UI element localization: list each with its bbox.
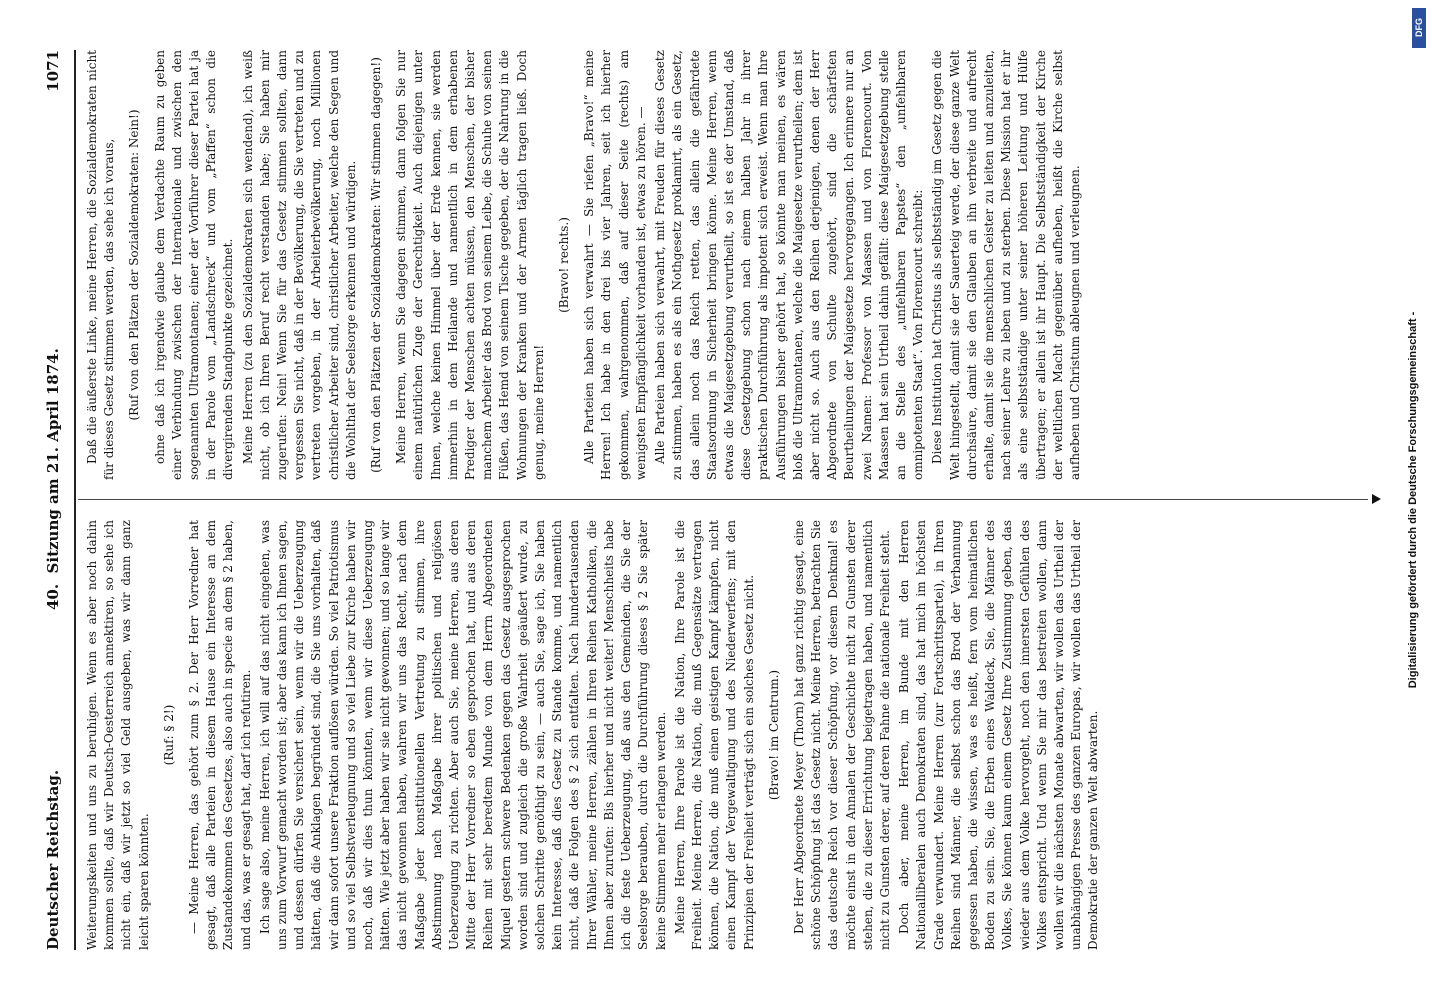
rotated-page-content [36, 50, 1396, 950]
divider-arrow-icon [1372, 494, 1381, 504]
header-session [44, 348, 62, 610]
header-rule [74, 50, 76, 950]
digitization-credit-strip [1406, 0, 1430, 1000]
digitization-credit: Digitalisierung gefördert durch die Deutsche Forschungsgemeinschaft - [1407, 311, 1419, 689]
page-header [36, 50, 72, 950]
dfg-logo-icon: DFG [1412, 8, 1426, 48]
paragraph: ohne daß ich irgendwie glaube dem Verdachte Raum zu geben einer Verbindung zwischen der Internationale und zwischen den sogenannten Ultramontanen; einer der Vorführer dieser Partei hat ja in der Parole vom „Landschreck“ und vom „Pfaffen“ schon die divergirenden Standpunkte gezeichnet. [152, 50, 236, 480]
header-session-number: 40. [44, 583, 62, 610]
header-publication: Deutscher Reichstag. [44, 769, 62, 950]
quotation: Diese Institution hat Christus als selbstständig im Gesetz gegen die Welt hingestellt, damit sie der Sauerteig werde, der diese ganze Welt durchsäure, damit sie den Glauben an ihn verbreite und aufrecht erhalte, damit sie die menschlichen Geister zu leiten und anzuleiten, nach seiner Lehre zu leben und zu sterben. Diese Mission hat er ihr als eine selbstständige unter seiner höheren Leitung und Hülfe übertragen; er allein ist ihr Haupt. Die Selbstständigkeit der Kirche der weltlichen Macht gegenüber aufheben, heißt die Kirche selbst aufheben und Christum ableugnen und verleugnen. [930, 50, 1082, 480]
paragraph: Ich sage also, meine Herren, ich will auf das nicht eingehen, was uns zum Vorwurf gemacht worden ist; aber das kann ich Ihnen sagen, und dessen dürfen Sie versichert sein, wenn wir die Ueberzeugung hätten, daß die Anklagen begründet sind, die Sie uns vorhalten, daß wir dann sofort unsere Fraktion auflösen würden. So viel Patriotismus und so viel Selbstverleugnung und so viel Liebe zur Kirche haben wir noch, daß wir dies thun könnten, wenn wir diese Ueberzeugung hätten. Wie jetzt aber haben wir sie nicht gewonnen; und so lange wir das nicht gewonnen haben, wahren wir uns das Recht, nach dem Maßgabe jeder konstitutionellen Vertretung zu stimmen, ihre Abstimmung nach Maßgabe ihrer politischen und religiösen Ueberzeugung zu richten. Aber auch Sie, meine Herren, aus deren Mitte der Herr Vorredner so eben gesprochen hat, und aus deren Reihen mit sehr beredtem Munde von dem Herrn Abgeordneten Miquel gestern schwere Bedenken gegen das Gesetz ausgesprochen worden sind und zugleich die große Wahrheit geäußert wurde, zu solchen Schritte genöthigt zu sein, — auch Sie, sage ich, Sie haben kein Interesse, daß dies Gesetz zu Stande komme, und namentlich nicht, daß die Folgen des § 2 sich entfalten. Nach hundertausenden Ihrer Wähler, meine Herren, zählen in Ihren Reihen Katholiken, die Ihnen aber zurufen: Bis hierher und nicht weiter! Menschheits habe ich die feste Ueberzeugung, daß aus den Gemeinden, die Sie der Seelsorge berauben, durch die Durchführung dieses § 2 Sie später keine Stimmen mehr erlangen werden. [257, 520, 668, 950]
column-divider [78, 499, 1368, 500]
interjection: (Ruf von den Plätzen der Sozialdemokraten: Wir stimmen dagegen!) [369, 57, 384, 473]
paragraph: Alle Parteien haben sich verwahrt, mit Freuden für dieses Gesetz zu stimmen, haben es als ein Nothgesetz proklamirt, als ein Gesetz, das allein noch das Reich retten, das allein die gefährdete Staatsordnung in Sicherheit bringen könne. Meine Herren, wenn etwas die Maigesetzgebung verurtheilt, so ist es der Umstand, daß diese Gesetzgebung schon nach einem halben Jahr in ihrer praktischen Durchführung als impotent sich erweist. Wenn man Ihre Ausführungen bisher gehört hat, so könnte man meinen, es wären bloß die Ultramontanen, welche die Maigesetze verurtheilen; dem ist aber nicht so. Auch aus den Reihen derjenigen, denen der Herr Abgeordnete von Schulte zugehört, sind die schärfsten Beurtheilungen der Maigesetze hervorgegangen. Ich erinnere nur an zwei Namen: Professor von Maassen und von Florencourt. Von Maassen hat sein Urtheil dahin gefällt: diese Maigesetzgebung stelle an die Stelle des „unfehlbaren Papstes“ den „unfehlbaren omnipotenten Staat“. Von Florencourt schreibt: [653, 50, 926, 480]
paragraph: Alle Parteien haben sich verwahrt — Sie riefen „Bravo!“ meine Herren! Ich habe in den drei bis vier Jahren, seit ich hierher gekommen, wahrgenommen, daß auf dieser Seite (rechts) am wenigsten Empfänglichkeit vorhanden ist, etwas zu hören. — [582, 50, 648, 480]
paragraph: Weiterungskeiten und uns zu beruhigen. Wenn es aber noch dahin kommen sollte, daß wir Deutsch-Oesterreich annektiren, so sehe ich nicht ein, daß wir jetzt so viel Geld ausgeben, was wir dann ganz leicht sparen könnten. [85, 520, 151, 950]
paragraph: Meine Herren (zu den Sozialdemokraten sich wendend), ich weiß nicht, ob ich Ihren Beruf recht verstanden habe; Sie haben mir zugerufen: Nein! Wenn Sie für das Gesetz stimmen sollten, dann vergessen Sie nicht, daß in der Bevölkerung, die Sie vertreten und zu vertreten vorgeben, in der Arbeiterbevölkerung, noch Millionen christlicher Arbeiter sind, christlicher Arbeiter, welche den Segen und die Wohlthat der Seelsorge erkennen und würdigen. [240, 50, 358, 480]
interjection: (Bravo! im Centrum.) [766, 669, 781, 801]
interjection: (Ruf von den Plätzen der Sozialdemokraten: Nein!) [127, 109, 142, 421]
paragraph: Meine Herren, Ihre Parole ist die Nation, Ihre Parole ist die Freiheit. Meine Herren, die Nation, die muß Gegensätze vertragen können, die Nation, die muß einen geistigen Kampf kämpfen, nicht einen Kampf der Vergewaltigung und des Niederwerfens; mit den Prinzipien der Freiheit verträgt sich ein solches Gesetz nicht. [672, 520, 756, 950]
paragraph: Meine Herren, wenn Sie dagegen stimmen, dann folgen Sie nur einem natürlichen Zuge der Gerechtigkeit. Auch diejenigen unter Ihnen, welche keinen Himmel über der Erde kennen, sie werden immerhin in dem Heilande und namentlich in dem erhabenen Prediger der Menschen achten müssen, den Menschen, der bisher manchem Arbeiter das Brod von seinem Leibe, die Schuhe von seinen Füßen, das Hemd von seinem Tische gegeben, der die Nahrung in die Wohnungen der Kranken und der Armen täglich tragen ließ. Doch genug, meine Herren! [394, 50, 546, 480]
right-column [84, 50, 1384, 480]
interjection: (Bravo! rechts.) [557, 217, 572, 313]
header-session-date: Sitzung am 21. April 1874. [44, 348, 62, 574]
header-page-number: 1071 [44, 50, 62, 92]
paragraph: — Meine Herren, das gehört zum § 2. Der Herr Vorredner hat gesagt, daß alle Parteien in diesem Hause ein Interesse an dem Zustandekommen des Gesetzes, also auch in specie an dem § 2 haben, und das, was er gesagt hat, darf ich refutiren. [187, 520, 253, 950]
left-column [84, 520, 1384, 950]
paragraph: Doch aber, meine Herren, im Bunde mit den Herren Nationalliberalen auch Demokraten sind, das hat mich im höchsten Grade verwundert. Meine Herren (zur Fortschrittspartei), in Ihren Reihen sind Männer, die selbst schon das Brod der Verbannung gegessen haben, die wissen, was es heißt, fern vom heimatlichen Boden zu sein. Sie, die Erben eines Waldeck, Sie, die Männer des Volkes, Sie können kaum einem Gesetz Ihre Zustimmung geben, das wieder aus dem Volke hervorgeht, noch den innersten Gefühlen des Volkes entspricht. Und wenn Sie mir das bestreiten wollen, dann wollen wir die nächsten Monate abwarten, wir wollen das Urtheil der unabhängigen Presse des ganzen Europas, wir wollen das Urtheil der Demokratie der ganzen Welt abwarten. [897, 520, 1101, 950]
interjection: (Ruf: § 2!) [161, 704, 176, 766]
paragraph: Der Herr Abgeordnete Meyer (Thorn) hat ganz richtig gesagt, eine schöne Schöpfung ist das Gesetz nicht. Meine Herren, betrachten Sie das deutsche Reich vor dieser Schöpfung, vor diesem Denkmal! es möchte einst in den Annalen der Geschichte nicht zu Gunsten derer stehen, die zu dieser Errichtung beigetragen haben, und namentlich nicht zu Gunsten derer, auf deren Fahne die nationale Freiheit steht. [791, 520, 892, 950]
paragraph: Daß die äußerste Linke, meine Herren, die Sozialdemokraten nicht für dieses Gesetz stimmen werden, das sehe ich voraus, [85, 50, 117, 480]
